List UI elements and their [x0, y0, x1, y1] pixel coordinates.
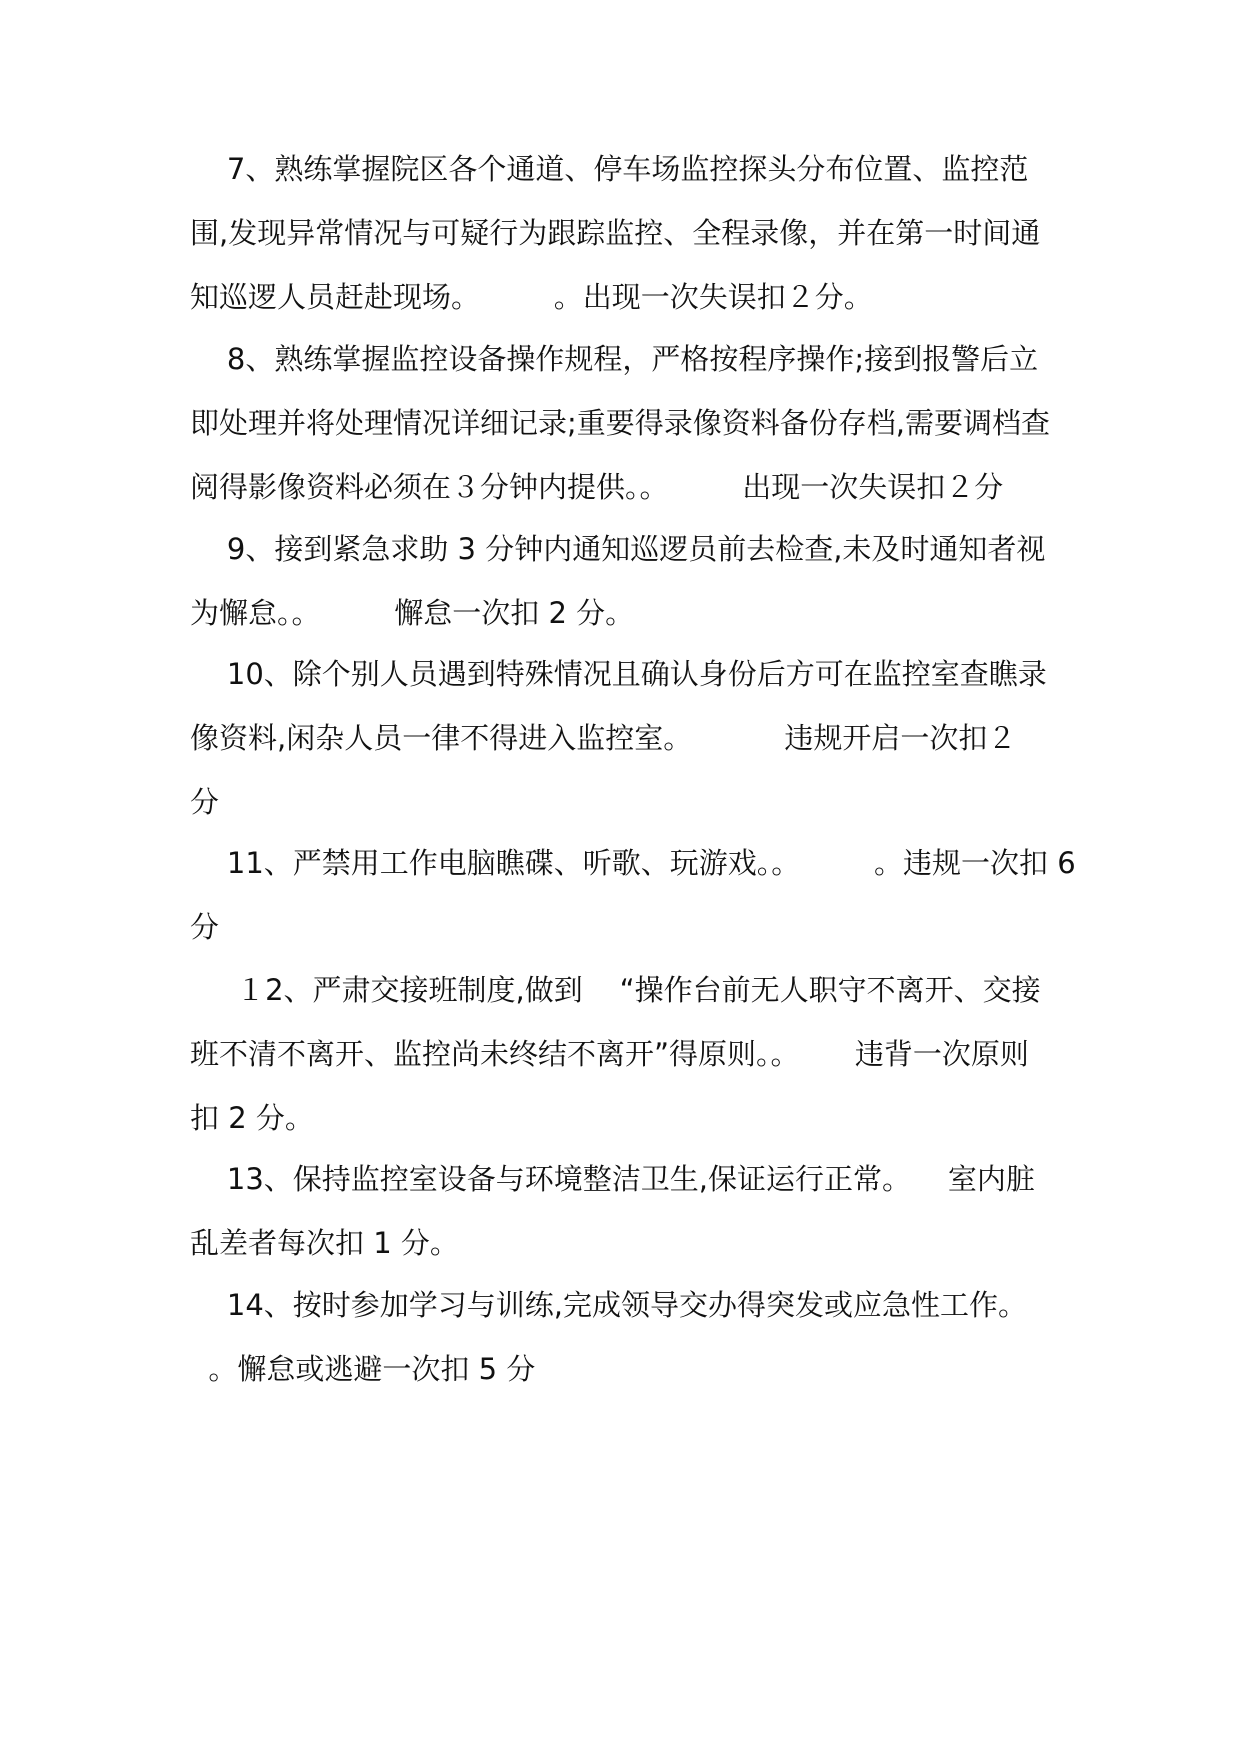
text-line: 乱差者每次扣 1 分。: [190, 1226, 459, 1260]
paragraph-item-11: [190, 843, 1076, 947]
text-line: 为懈怠。。 懈怠一次扣 2 分。: [190, 596, 635, 630]
paragraph-item-14: [190, 1285, 1070, 1389]
text-line: 8、熟练掌握监控设备操作规程，严格按程序操作;接到报警后立: [190, 342, 1039, 376]
paragraph-item-7: [190, 149, 1070, 317]
text-line: 14、按时参加学习与训练,完成领导交办得突发或应急性工作。: [190, 1288, 1027, 1322]
paragraph-item-10: [190, 654, 1070, 822]
text-line: 7、熟练掌握院区各个通道、停车场监控探头分布位置、监控范: [190, 152, 1029, 186]
text-line: １2、严肃交接班制度,做到 “操作台前无人职守不离开、交接: [190, 973, 1041, 1007]
text-line: 13、保持监控室设备与环境整洁卫生,保证运行正常。 室内脏: [190, 1162, 1035, 1196]
paragraph-item-9: [190, 529, 1070, 633]
text-line: 。懈怠或逃避一次扣 5 分: [190, 1352, 536, 1386]
text-line: 班不清不离开、监控尚未终结不离开”得原则。。 违背一次原则: [190, 1037, 1029, 1071]
text-line: 围,发现异常情况与可疑行为跟踪监控、全程录像，并在第一时间通: [190, 216, 1041, 250]
text-line: 11、严禁用工作电脑瞧碟、听歌、玩游戏。。 。违规一次扣 6: [190, 846, 1076, 880]
text-line: 分: [190, 785, 220, 819]
text-line: 知巡逻人员赶赴现场。 。出现一次失误扣２分。: [190, 280, 873, 314]
paragraph-item-13: [190, 1159, 1070, 1263]
text-line: 分: [190, 910, 220, 944]
text-line: 扣 2 分。: [190, 1101, 314, 1135]
text-line: 10、除个别人员遇到特殊情况且确认身份后方可在监控室查瞧录: [190, 657, 1047, 691]
text-line: 即处理并将处理情况详细记录;重要得录像资料备份存档,需要调档查: [190, 406, 1050, 440]
text-line: 阅得影像资料必须在３分钟内提供。。 出现一次失误扣２分: [190, 470, 1004, 504]
paragraph-item-8: [190, 339, 1070, 507]
paragraph-item-12: [190, 970, 1070, 1138]
text-line: 像资料,闲杂人员一律不得进入监控室。 违规开启一次扣２: [190, 721, 1017, 755]
text-line: 9、接到紧急求助 3 分钟内通知巡逻员前去检查,未及时通知者视: [190, 532, 1046, 566]
